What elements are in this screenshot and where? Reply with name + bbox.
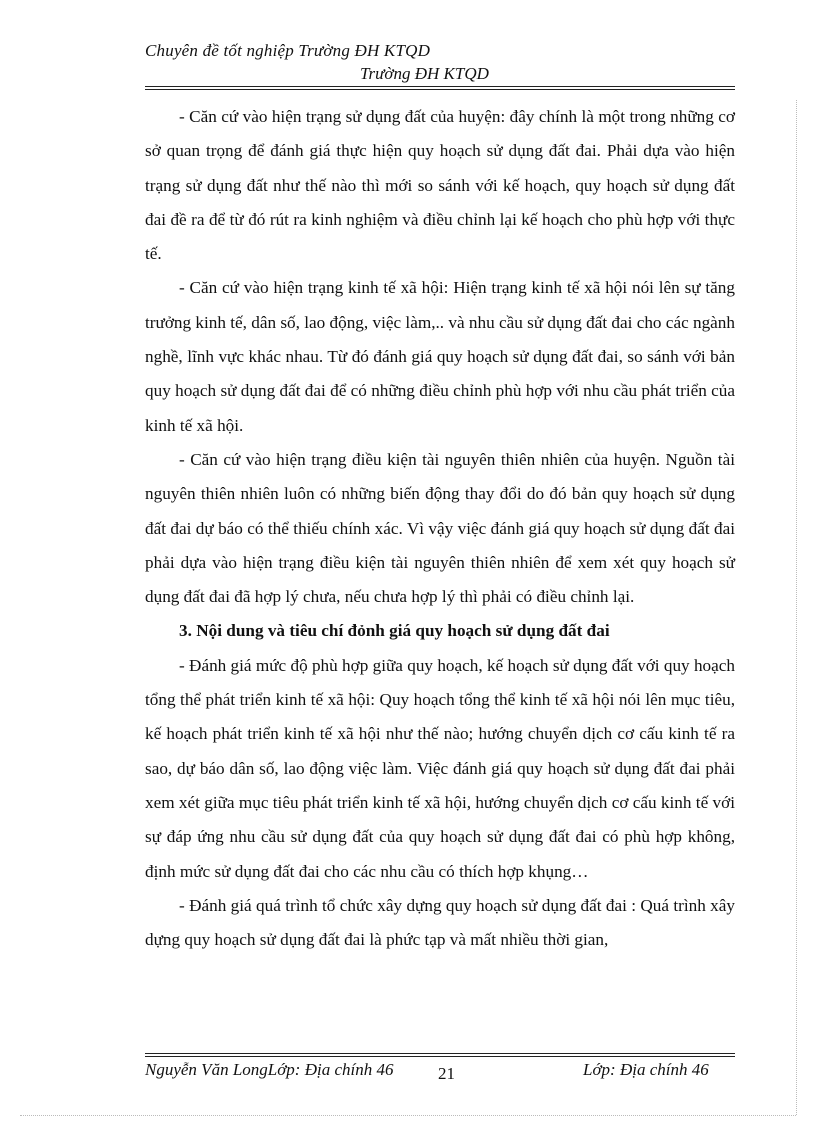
document-body: [145, 100, 735, 957]
header-rule-bottom: [145, 89, 735, 90]
footer-author: Nguyễn Văn LongLớp: Địa chính 46: [145, 1060, 394, 1079]
page-bottom-edge: [20, 1115, 796, 1116]
footer-class: Lớp: Địa chính 46: [583, 1060, 709, 1079]
footer-rule-bottom: [145, 1056, 735, 1057]
header-subtitle: Trường ĐH KTQD: [360, 64, 489, 83]
paragraph-conformity-assessment: - Đánh giá mức độ phù hợp giữa quy hoạch, kế hoạch sử dụng đất với quy hoạch tổng thể phát triển kinh tế xã hội: Quy hoạch tổng thể kinh tế xã hội nói lên mục tiêu, kế hoạch phát triển kinh tế xã hội như thế nào; hướng chuyển dịch cơ cấu kinh tế ra sao, dự báo dân số, lao động việc làm. Việc đánh giá quy hoạch sử dụng đất đai phải xem xét giữa mục tiêu phát triển kinh tế xã hội, hướng chuyển dịch cơ cấu kinh tế với sự đáp ứng nhu cầu sử dụng đất của quy hoạch sử dụng đất đai có phù hợp không, định mức sử dụng đất đai cho các nhu cầu có thích hợp khụng…: [145, 655, 735, 881]
header-rule-top: [145, 86, 735, 87]
footer-rule-top: [145, 1053, 735, 1054]
paragraph-natural-resources: - Căn cứ vào hiện trạng điều kiện tài nguyên thiên nhiên của huyện. Nguồn tài nguyên thiên nhiên luôn có những biến động thay đổi do đó bản quy hoạch sử dụng đất đai dự báo có thể thiếu chính xác. Vì vậy việc đánh giá quy hoạch sử dụng đất đai phải dựa vào hiện trạng điều kiện tài nguyên thiên nhiên để xem xét quy hoạch sử dụng đất đai đã hợp lý chưa, nếu chưa hợp lý thì phải có điều chỉnh lại.: [145, 449, 735, 607]
page-right-edge: [796, 100, 797, 1115]
page-number: 21: [438, 1064, 455, 1083]
paragraph-socio-economic-status: - Căn cứ vào hiện trạng kinh tế xã hội: Hiện trạng kinh tế xã hội nói lên sự tăng trưởng kinh tế, dân số, lao động, việc làm,.. và nhu cầu sử dụng đất đai cho các ngành nghề, lĩnh vực khác nhau. Từ đó đánh giá quy hoạch sử dụng đất đai, so sánh với bản quy hoạch sử dụng đất đai để có những điều chỉnh phù hợp với nhu cầu phát triển của kinh tế xã hội.: [145, 278, 735, 435]
paragraph-land-use-status: - Căn cứ vào hiện trạng sử dụng đất của huyện: đây chính là một trong những cơ sở quan trọng để đánh giá thực hiện quy hoạch sử dụng đất đai. Phải dựa vào hiện trạng sử dụng đất như thế nào thì mới so sánh với kế hoạch, quy hoạch sử dụng đất đai đề ra để từ đó rút ra kinh nghiệm và điều chỉnh lại kế hoạch cho phù hợp với thực tế.: [145, 107, 735, 264]
header-title: Chuyên đề tốt nghiệp Trường ĐH KTQD: [145, 41, 431, 60]
section-heading: 3. Nội dung và tiêu chí đỏnh giá quy hoạch sử dụng đất đai: [179, 621, 610, 641]
paragraph-process-assessment: - Đánh giá quá trình tổ chức xây dựng quy hoạch sử dụng đất đai : Quá trình xây dựng quy hoạch sử dụng đất đai là phức tạp và mất nhiều thời gian,: [145, 895, 735, 950]
